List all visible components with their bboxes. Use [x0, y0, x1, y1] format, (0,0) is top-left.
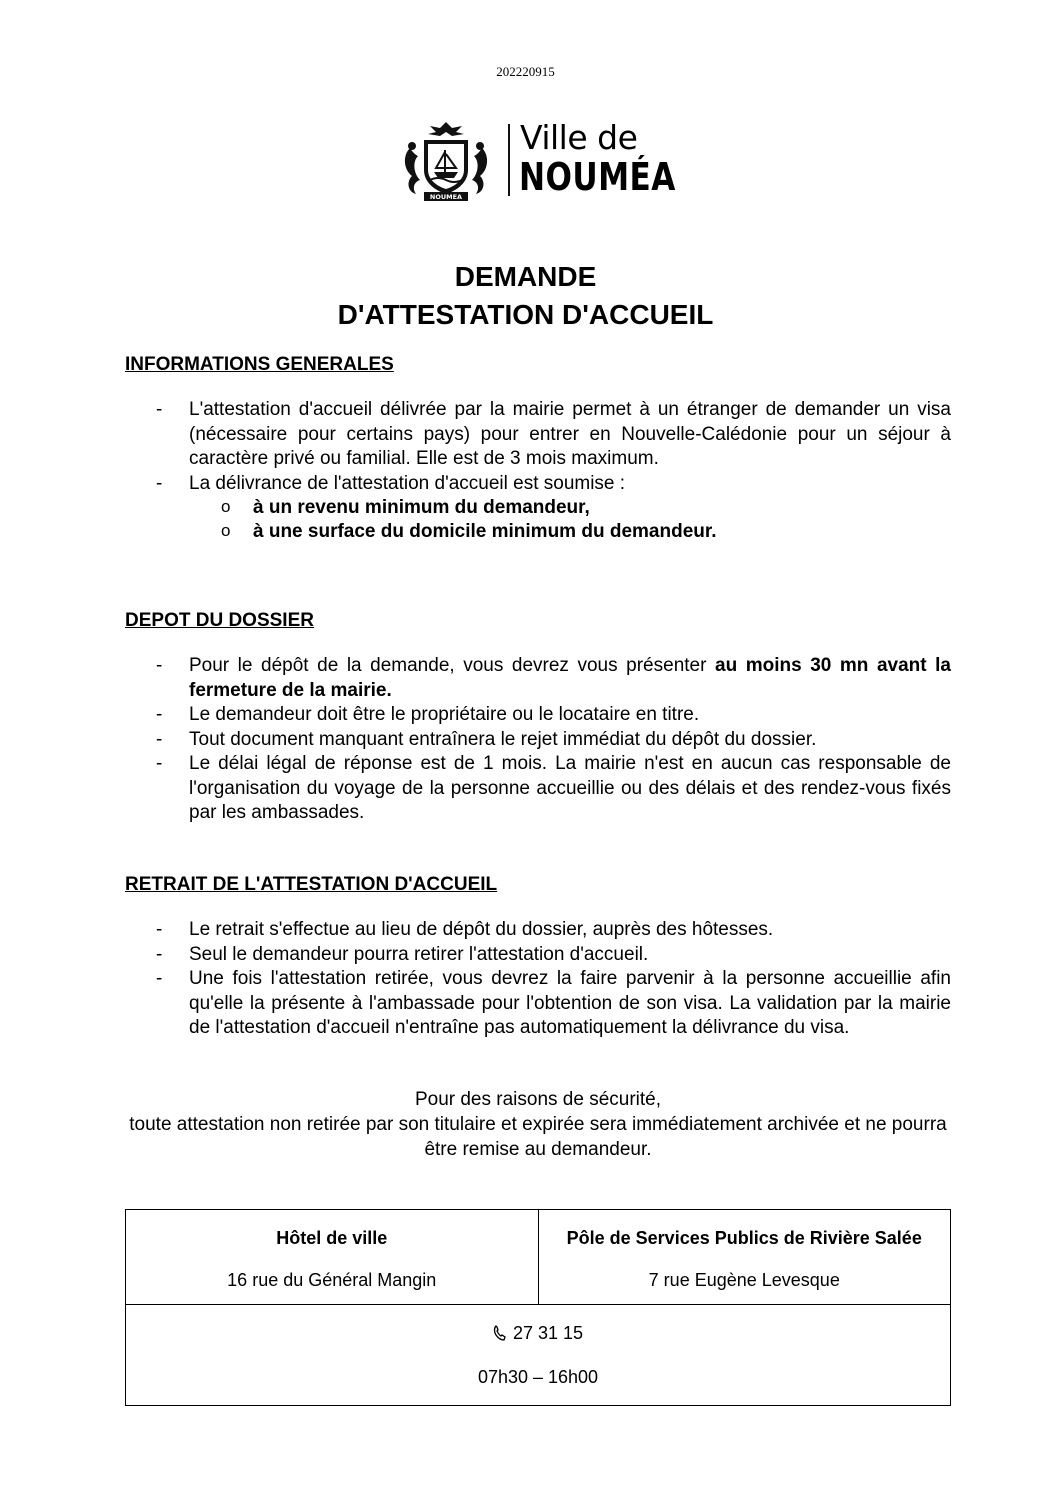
list-item-emphasis: au moins 30 mn avant la fermeture de la mairie.	[189, 655, 952, 701]
list-item	[125, 967, 951, 1041]
general-list	[125, 398, 951, 544]
notice-line1: Pour des raisons de sécurité,	[414, 1089, 662, 1110]
title-line2: D'ATTESTATION D'ACCUEIL	[337, 299, 714, 330]
location-title: Hôtel de ville	[276, 1228, 388, 1248]
retrait-list	[125, 918, 951, 1041]
list-item	[125, 398, 951, 472]
contact-cell-right	[538, 1210, 951, 1305]
contact-table	[125, 1209, 951, 1406]
list-item-text: Le demandeur doit être le propriétaire ou le locataire en titre.	[189, 704, 700, 725]
contact-cell-left	[126, 1210, 539, 1305]
list-item-text: La délivrance de l'attestation d'accueil est soumise :	[189, 472, 626, 494]
location-title: Pôle de Services Publics de Rivière Salée	[566, 1228, 922, 1248]
logo-separator	[508, 124, 510, 196]
list-item	[125, 728, 951, 753]
section-heading-retrait: RETRAIT DE L'ATTESTATION D'ACCUEIL	[125, 874, 498, 895]
list-item	[125, 943, 951, 968]
opening-hours: 07h30 – 16h00	[477, 1367, 599, 1387]
logo-line1: Ville de	[520, 118, 638, 157]
list-item	[125, 752, 951, 826]
logo-line2: NOUMÉA	[519, 155, 676, 199]
location-address: 7 rue Eugène Levesque	[648, 1270, 840, 1290]
security-notice	[125, 1087, 951, 1162]
list-item	[125, 472, 951, 545]
sub-list	[189, 496, 951, 544]
list-item-text: Seul le demandeur pourra retirer l'attestation d'accueil.	[189, 943, 649, 965]
phone-row	[126, 1305, 950, 1343]
section-heading-general: INFORMATIONS GENERALES	[125, 354, 394, 375]
notice-line2: toute attestation non retirée par son titulaire et expirée sera immédiatement archivée et ne pourra être remise au demandeur.	[129, 1114, 947, 1160]
list-item-text: L'attestation d'accueil délivrée par la mairie permet à un étranger de demander un visa (nécessaire pour certains pays) pour entrer en Nouvelle-Calédonie pour un séjour à caractère privé ou familial. Elle est de 3 mois maximum.	[189, 399, 951, 469]
list-item-text: Le retrait s'effectue au lieu de dépôt du dossier, auprès des hôtesses.	[189, 919, 774, 940]
contact-cell-bottom	[126, 1305, 951, 1406]
list-item-text: Une fois l'attestation retirée, vous devrez la faire parvenir à la personne accueillie afin qu'elle la présente à l'ambassade pour l'obtention de son visa. La validation par la mairie de l'attestation d'accueil n'entraîne pas automatiquement la délivrance du visa.	[189, 968, 951, 1038]
svg-text:NOUMEA: NOUMEA	[429, 193, 463, 201]
list-item-text: Le délai légal de réponse est de 1 mois. La mairie n'est en aucun cas responsable de l'organisation du voyage de la personne accueillie ou des délais et des rendez-vous fixés par les ambassades.	[189, 753, 951, 823]
depot-list	[125, 654, 951, 826]
list-item-text: Pour le dépôt de la demande, vous devrez vous présenter	[189, 655, 715, 676]
title-line1: DEMANDE	[454, 261, 597, 292]
list-item	[125, 654, 951, 703]
list-item-text: Tout document manquant entraînera le rejet immédiat du dépôt du dossier.	[189, 728, 817, 750]
city-logo	[400, 118, 680, 202]
document-id: 202220915	[496, 64, 555, 79]
location-address: 16 rue du Général Mangin	[227, 1270, 437, 1290]
sub-list-item: o à une surface du domicile minimum du demandeur.	[189, 520, 951, 544]
section-heading-depot: DEPOT DU DOSSIER	[125, 610, 314, 631]
page-title	[0, 258, 1051, 334]
phone-number: 27 31 15	[512, 1323, 584, 1343]
list-item	[125, 703, 951, 728]
list-item	[125, 918, 951, 943]
phone-icon	[493, 1325, 507, 1341]
sub-list-item: o à un revenu minimum du demandeur,	[189, 496, 951, 520]
coat-of-arms-icon	[400, 118, 492, 202]
